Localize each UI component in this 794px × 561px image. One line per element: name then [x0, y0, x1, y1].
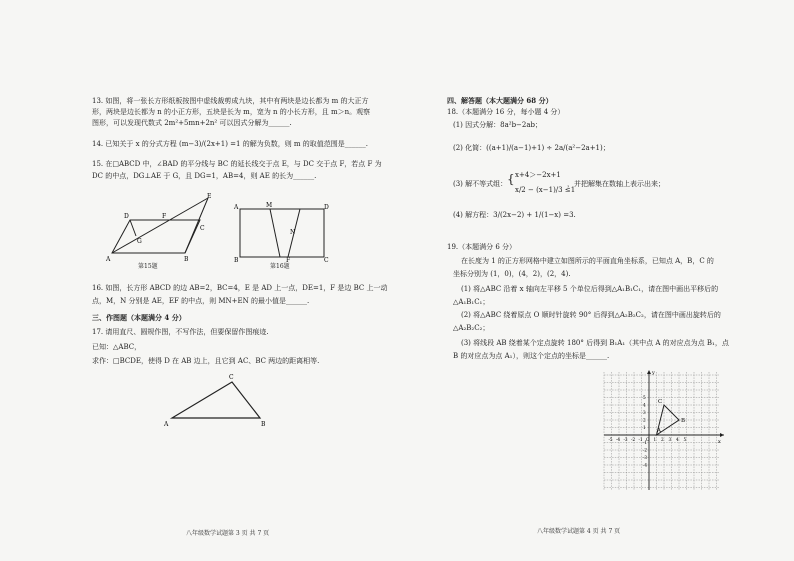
tri-label-c: C [229, 374, 234, 381]
fig16-label-f: F [286, 257, 291, 262]
x-tick-label: -4 [616, 437, 621, 442]
q17-ask: 求作：□BCDE，使得 D 在 AB 边上，且它到 AC、BC 两边的距离相等. [92, 357, 320, 365]
brace-icon: { [507, 172, 515, 186]
x-axis-label: x [718, 439, 721, 445]
right-page [397, 0, 794, 561]
left-footer: 八年级数学试题第 3 页 共 7 页 [186, 530, 270, 537]
figure-16-caption: 第16题 [270, 263, 290, 270]
q19-line3: (1) 将△ABC 沿着 x 轴向左平移 5 个单位后得到△A₁B₁C₁，请在图中画出平移后的 [461, 285, 719, 293]
grid-label-b: B [681, 418, 686, 424]
coordinate-grid [600, 368, 728, 495]
q19-line1: 在长度为 1 的正方形网格中建立如图所示的平面直角坐标系，已知点 A，B，C 的 [461, 257, 714, 265]
y-tick-label: -1 [643, 440, 648, 445]
fig15-label-f: F [162, 213, 167, 220]
tri-label-a: A [164, 421, 169, 428]
q16-line2: 点，M，N 分别是 AE，EF 的中点，则 MN+EN 的最小值是______. [92, 297, 310, 305]
q16-line1: 16. 如图，长方形 ABCD 的边 AB=2，BC=4，E 是 AD 上一点，DE=1，F 是边 BC 上一动 [92, 284, 388, 292]
q18-4: (4) 解方程：3/(2x−2) + 1/(1−x) =3. [453, 211, 576, 219]
q18-2: (2) 化简：((a+1)/(a−1)+1) ÷ 2a/(a²−2a+1)； [453, 144, 610, 152]
y-tick-label: 3 [643, 410, 646, 415]
y-tick-label: 2 [643, 417, 646, 423]
x-tick-label: 3 [668, 437, 672, 442]
figure-15 [100, 190, 225, 265]
x-tick-label: -5 [608, 437, 613, 442]
fig16-label-d: D [324, 204, 329, 211]
q17: 17. 请用直尺、圆规作图，不写作法，但要保留作图痕迹. [92, 328, 269, 336]
q18-heading: 18.（本题满分 16 分，每小题 4 分） [447, 108, 565, 116]
y-tick-label: 4 [643, 402, 646, 408]
fig16-label-c: C [324, 257, 329, 262]
grid-label-c: C [658, 399, 663, 405]
q18-3-tail: ，并把解集在数轴上表示出来； [567, 180, 665, 188]
fig16-label-m: M [266, 202, 273, 209]
fig15-label-g: G [137, 238, 142, 245]
q15-line2: DC 的中点，DG⊥AE 于 G，且 DG=1，AB=4，则 AE 的长为______. [92, 172, 317, 180]
section-4-title: 四、解答题（本大题满分 68 分） [447, 96, 553, 105]
fig16-label-n: N [290, 229, 296, 236]
figure-15-caption: 第15题 [138, 263, 158, 270]
right-footer: 八年级数学试题第 4 页 共 7 页 [537, 528, 621, 535]
q17-known: 已知：△ABC， [92, 343, 142, 351]
tri-label-b: B [261, 421, 266, 428]
y-tick-label: 5 [643, 395, 646, 400]
q19-line5: (2) 将△ABC 绕着原点 O 顺时针旋转 90° 后得到△A₂B₂C₂，请在图中画出旋转后的 [461, 311, 721, 319]
q14: 14. 已知关于 x 的分式方程 (m−3)/(2x+1) =1 的解为负数，则 m 的取值范围是______. [92, 140, 369, 148]
q19-line8: B 的对应点为点 A₁），则这个定点的坐标是______. [453, 352, 610, 360]
x-tick-label: O [646, 437, 650, 442]
y-tick-label: 1 [643, 425, 646, 430]
x-tick-label: -3 [623, 437, 628, 442]
q19-line7: (3) 将线段 AB 绕着某个定点旋转 180° 后得到 B₁A₁（其中点 A 的对应点为点 B₁，点 [461, 339, 729, 347]
q18-3-ineq1: x+4＞−2x+1 [515, 171, 561, 179]
x-tick-labels [609, 437, 687, 442]
fig15-label-d: D [124, 213, 129, 220]
q19-line4: △A₁B₁C₁； [453, 298, 490, 306]
x-tick-label: -1 [638, 437, 643, 442]
y-tick-label: -2 [643, 447, 648, 453]
x-tick-label: 5 [683, 437, 687, 442]
q15-line1: 15. 在□ABCD 中，∠BAD 的平分线与 BC 的延长线交于点 E，与 DC 交于点 F，若点 F 为 [92, 160, 382, 168]
x-tick-label: 1 [653, 437, 657, 442]
figure-16 [232, 202, 332, 262]
q19-heading: 19.（本题满分 6 分） [447, 243, 517, 251]
fig15-label-a: A [106, 256, 111, 263]
x-axis-arrow [720, 433, 724, 437]
q13-line3: 图形，可以发现代数式 2m²+5mn+2n² 可以因式分解为______. [92, 119, 292, 127]
fig15-label-b: B [184, 256, 189, 263]
y-axis-arrow [647, 370, 651, 374]
q18-1: (1) 因式分解：8a²b−2ab； [453, 121, 543, 129]
y-tick-labels [643, 395, 647, 468]
q18-3-ineq2: x/2 − (x−1)/3 ≤1 [515, 186, 576, 194]
grid-label-a: A [657, 428, 661, 434]
fig15-label-c: C [200, 225, 205, 232]
x-tick-label: 4 [676, 437, 679, 442]
triangle-abc [160, 370, 275, 430]
fig16-label-b: B [234, 257, 239, 262]
q19-line6: △A₂B₂C₂； [453, 324, 490, 332]
fig15-label-e: E [207, 193, 212, 200]
y-tick-label: -3 [643, 455, 648, 460]
x-tick-label: -2 [631, 437, 636, 442]
y-axis-label: y [652, 370, 655, 376]
fig16-label-a: A [234, 204, 239, 211]
q13-line2: 形，两块是边长都为 n 的小正方形，五块是长为 m，宽为 n 的小长方形，且 m＞n。观察 [92, 108, 371, 116]
q13-line1: 13. 如图，将一张长方形纸板按图中虚线裁剪成九块，其中有两块是边长都为 m 的大正方 [92, 97, 369, 105]
q18-3-label: (3) 解不等式组： [453, 180, 508, 188]
q19-line2: 坐标分别为 (1，0)，(4，2)，(2，4). [453, 270, 571, 278]
y-tick-label: -4 [643, 462, 648, 468]
section-3-title: 三、作图题（本题满分 4 分） [92, 313, 186, 322]
x-tick-label: 2 [661, 437, 664, 442]
